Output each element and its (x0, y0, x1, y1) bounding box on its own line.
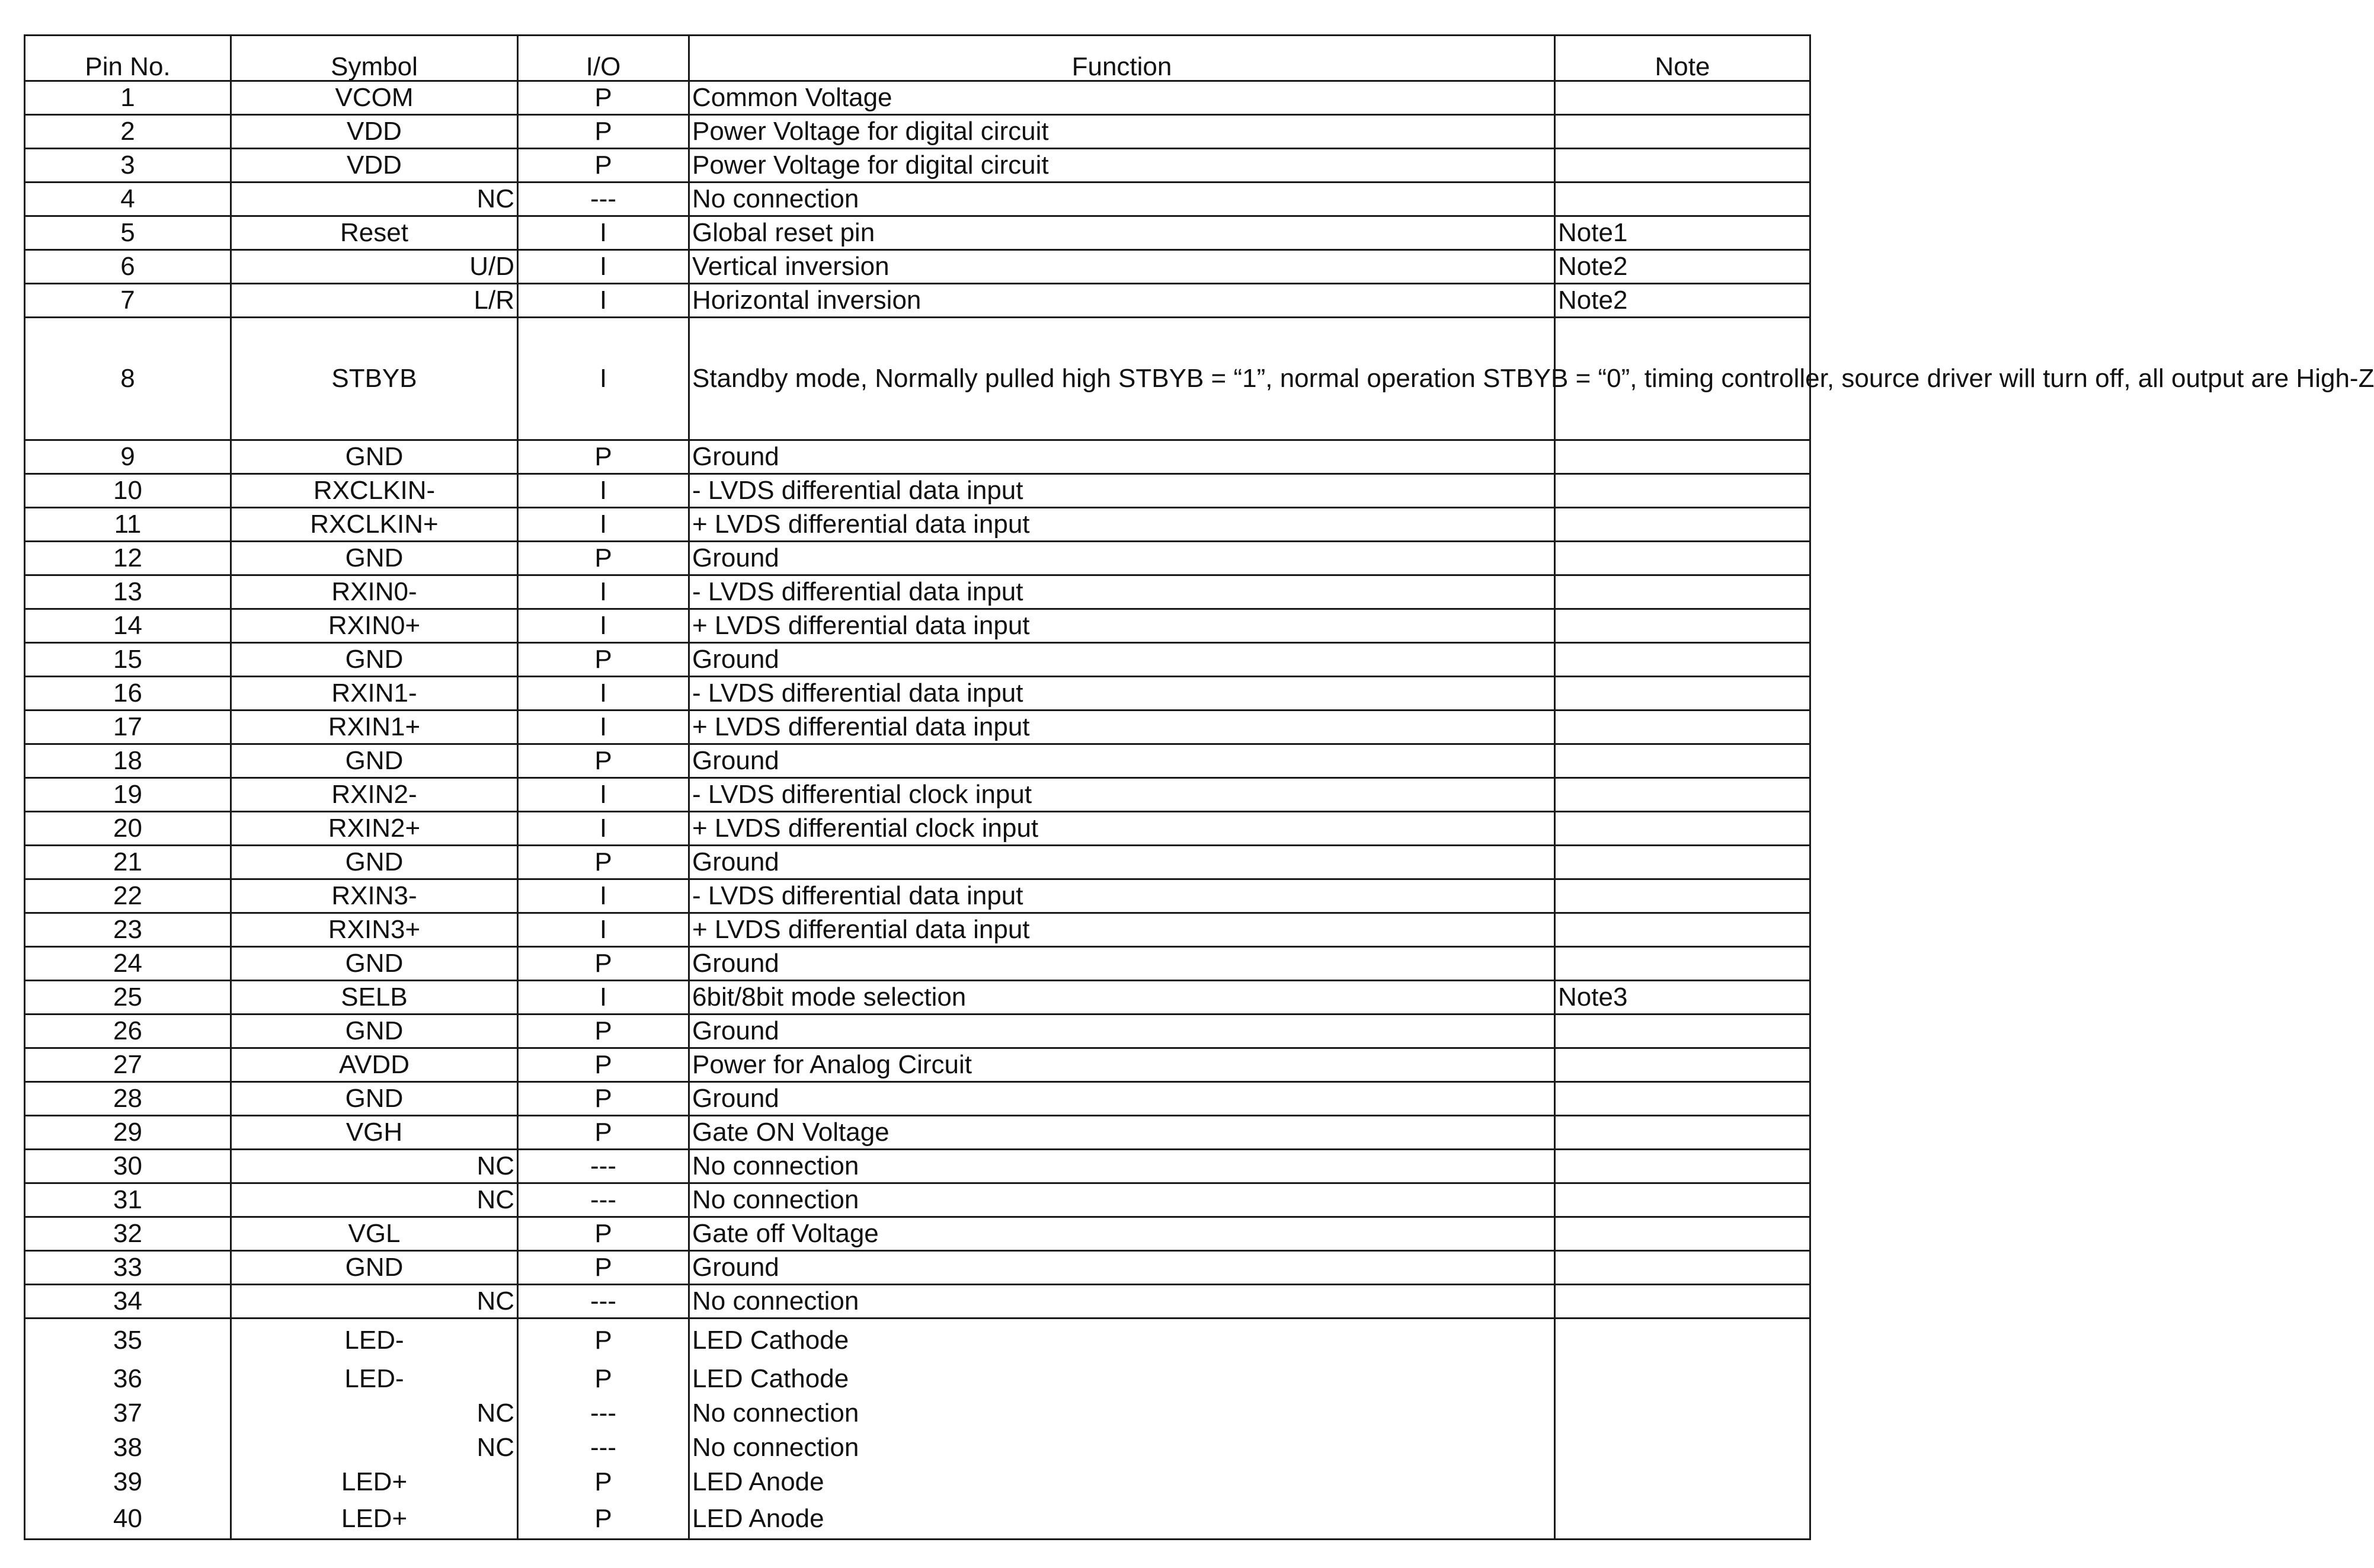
pin-number-cell: 10 (25, 474, 231, 508)
note-cell (1555, 1048, 1810, 1082)
table-body-backlight (25, 1319, 1810, 1540)
pin-number-cell: 23 (25, 913, 231, 947)
io-type-cell: I (518, 812, 689, 846)
function-cell: Ground (689, 947, 1555, 981)
note-cell (1555, 115, 1810, 149)
table-row (25, 778, 1810, 812)
function-cell: Ground (689, 1082, 1555, 1116)
pin-number-cell: 1 (25, 81, 231, 115)
symbol-cell: GND (231, 440, 518, 474)
io-type-cell: P (518, 1217, 689, 1251)
symbol-cell: RXIN0+ (231, 609, 518, 643)
table-row (25, 744, 1810, 778)
symbol-cell: VGH (231, 1116, 518, 1150)
function-cell: LED Cathode (689, 1362, 1555, 1396)
function-cell: Standby mode, Normally pulled high STBYB = “1”, normal operation STBYB = “0”, timing controller, source driver will turn off, all output are High-Z (689, 318, 1555, 440)
table-row (25, 508, 1810, 542)
function-cell: Power Voltage for digital circuit (689, 149, 1555, 183)
header-pin-no: Pin No. (25, 36, 231, 81)
pin-number-cell: 11 (25, 508, 231, 542)
io-type-cell: --- (518, 1150, 689, 1183)
io-type-cell: P (518, 1499, 689, 1540)
table-row (25, 216, 1810, 250)
note-cell (1555, 1465, 1810, 1499)
io-type-cell: P (518, 1082, 689, 1116)
function-cell: Ground (689, 1251, 1555, 1285)
function-cell: Vertical inversion (689, 250, 1555, 284)
function-cell: - LVDS differential data input (689, 474, 1555, 508)
pin-number-cell: 21 (25, 846, 231, 879)
io-type-cell: I (518, 318, 689, 440)
symbol-cell: GND (231, 542, 518, 575)
table-row (25, 1499, 1810, 1540)
symbol-cell: U/D (231, 250, 518, 284)
function-cell: Horizontal inversion (689, 284, 1555, 318)
table-row (25, 913, 1810, 947)
table-row (25, 1082, 1810, 1116)
pin-number-cell: 39 (25, 1465, 231, 1499)
symbol-cell: RXIN2+ (231, 812, 518, 846)
io-type-cell: I (518, 474, 689, 508)
note-cell (1555, 81, 1810, 115)
symbol-cell: VDD (231, 115, 518, 149)
table-row (25, 1150, 1810, 1183)
io-type-cell: I (518, 677, 689, 711)
note-cell (1555, 1431, 1810, 1465)
io-type-cell: --- (518, 1431, 689, 1465)
function-cell: Ground (689, 542, 1555, 575)
symbol-cell: NC (231, 1431, 518, 1465)
table-row (25, 879, 1810, 913)
function-cell: LED Anode (689, 1465, 1555, 1499)
io-type-cell: P (518, 1048, 689, 1082)
io-type-cell: P (518, 440, 689, 474)
io-type-cell: I (518, 778, 689, 812)
pin-number-cell: 5 (25, 216, 231, 250)
pin-number-cell: 18 (25, 744, 231, 778)
io-type-cell: P (518, 1116, 689, 1150)
io-type-cell: I (518, 216, 689, 250)
table-row (25, 1362, 1810, 1396)
note-cell (1555, 677, 1810, 711)
pin-number-cell: 36 (25, 1362, 231, 1396)
pin-number-cell: 31 (25, 1183, 231, 1217)
function-cell: Ground (689, 744, 1555, 778)
table-row (25, 1116, 1810, 1150)
symbol-cell: NC (231, 1285, 518, 1319)
symbol-cell: RXIN0- (231, 575, 518, 609)
io-type-cell: P (518, 1362, 689, 1396)
function-cell: Gate off Voltage (689, 1217, 1555, 1251)
pin-number-cell: 19 (25, 778, 231, 812)
symbol-cell: VDD (231, 149, 518, 183)
symbol-cell: NC (231, 1396, 518, 1431)
pin-number-cell: 20 (25, 812, 231, 846)
io-type-cell: --- (518, 1285, 689, 1319)
io-type-cell: I (518, 250, 689, 284)
function-cell: Power for Analog Circuit (689, 1048, 1555, 1082)
header-function: Function (689, 36, 1555, 81)
note-cell (1555, 183, 1810, 216)
note-cell: Note2 (1555, 250, 1810, 284)
pin-number-cell: 37 (25, 1396, 231, 1431)
note-cell (1555, 149, 1810, 183)
io-type-cell: I (518, 609, 689, 643)
io-type-cell: I (518, 981, 689, 1015)
note-cell (1555, 846, 1810, 879)
table-row (25, 981, 1810, 1015)
note-cell (1555, 947, 1810, 981)
note-cell (1555, 542, 1810, 575)
symbol-cell: GND (231, 947, 518, 981)
note-cell (1555, 643, 1810, 677)
pin-number-cell: 25 (25, 981, 231, 1015)
table-row (25, 250, 1810, 284)
note-cell (1555, 1319, 1810, 1362)
symbol-cell: GND (231, 643, 518, 677)
function-cell: Gate ON Voltage (689, 1116, 1555, 1150)
symbol-cell: RXIN3- (231, 879, 518, 913)
table-row (25, 1285, 1810, 1319)
io-type-cell: --- (518, 1183, 689, 1217)
table-row (25, 149, 1810, 183)
note-cell (1555, 1251, 1810, 1285)
symbol-cell: GND (231, 1015, 518, 1048)
io-type-cell: P (518, 115, 689, 149)
table-header-row (25, 36, 1810, 81)
io-type-cell: P (518, 1465, 689, 1499)
function-cell: + LVDS differential data input (689, 913, 1555, 947)
note-cell (1555, 508, 1810, 542)
function-cell: Common Voltage (689, 81, 1555, 115)
table-row (25, 1431, 1810, 1465)
function-cell: Power Voltage for digital circuit (689, 115, 1555, 149)
note-cell (1555, 440, 1810, 474)
function-cell: + LVDS differential data input (689, 711, 1555, 744)
io-type-cell: P (518, 542, 689, 575)
symbol-cell: RXCLKIN+ (231, 508, 518, 542)
table-row (25, 474, 1810, 508)
table-row (25, 711, 1810, 744)
io-type-cell: I (518, 913, 689, 947)
io-type-cell: I (518, 879, 689, 913)
pin-number-cell: 34 (25, 1285, 231, 1319)
note-cell (1555, 1150, 1810, 1183)
io-type-cell: P (518, 1251, 689, 1285)
symbol-cell: L/R (231, 284, 518, 318)
note-cell (1555, 711, 1810, 744)
function-cell: - LVDS differential clock input (689, 778, 1555, 812)
symbol-cell: Reset (231, 216, 518, 250)
table-row (25, 1183, 1810, 1217)
table-row (25, 575, 1810, 609)
pin-number-cell: 29 (25, 1116, 231, 1150)
pin-number-cell: 24 (25, 947, 231, 981)
symbol-cell: LED- (231, 1362, 518, 1396)
function-cell: Ground (689, 440, 1555, 474)
table-row (25, 677, 1810, 711)
io-type-cell: P (518, 81, 689, 115)
note-cell (1555, 1285, 1810, 1319)
function-cell: No connection (689, 1183, 1555, 1217)
pin-number-cell: 35 (25, 1319, 231, 1362)
note-cell (1555, 1499, 1810, 1540)
table-row (25, 609, 1810, 643)
pin-number-cell: 6 (25, 250, 231, 284)
pin-number-cell: 2 (25, 115, 231, 149)
symbol-cell: NC (231, 1183, 518, 1217)
pin-number-cell: 17 (25, 711, 231, 744)
symbol-cell: GND (231, 1082, 518, 1116)
symbol-cell: NC (231, 1150, 518, 1183)
pin-number-cell: 15 (25, 643, 231, 677)
pin-number-cell: 13 (25, 575, 231, 609)
pin-number-cell: 27 (25, 1048, 231, 1082)
table-row (25, 1217, 1810, 1251)
pin-number-cell: 38 (25, 1431, 231, 1465)
note-cell: Note1 (1555, 216, 1810, 250)
note-cell (1555, 474, 1810, 508)
symbol-cell: RXIN1+ (231, 711, 518, 744)
symbol-cell: LED+ (231, 1465, 518, 1499)
note-cell (1555, 812, 1810, 846)
io-type-cell: P (518, 744, 689, 778)
note-cell (1555, 1183, 1810, 1217)
io-type-cell: I (518, 575, 689, 609)
table-row (25, 846, 1810, 879)
symbol-cell: STBYB (231, 318, 518, 440)
function-cell: Ground (689, 643, 1555, 677)
note-cell: Note3 (1555, 981, 1810, 1015)
symbol-cell: LED+ (231, 1499, 518, 1540)
function-cell: + LVDS differential clock input (689, 812, 1555, 846)
symbol-cell: LED- (231, 1319, 518, 1362)
note-cell (1555, 1362, 1810, 1396)
table-row (25, 812, 1810, 846)
pin-number-cell: 22 (25, 879, 231, 913)
symbol-cell: GND (231, 744, 518, 778)
function-cell: + LVDS differential data input (689, 609, 1555, 643)
function-cell: + LVDS differential data input (689, 508, 1555, 542)
io-type-cell: I (518, 711, 689, 744)
function-cell: No connection (689, 183, 1555, 216)
symbol-cell: GND (231, 846, 518, 879)
pin-assignment-table (24, 34, 2374, 1540)
io-type-cell: P (518, 947, 689, 981)
note-cell (1555, 1015, 1810, 1048)
pin-number-cell: 33 (25, 1251, 231, 1285)
symbol-cell: SELB (231, 981, 518, 1015)
note-cell (1555, 1082, 1810, 1116)
table-row (25, 1396, 1810, 1431)
pin-number-cell: 26 (25, 1015, 231, 1048)
io-type-cell: I (518, 284, 689, 318)
table-row (25, 1465, 1810, 1499)
pin-number-cell: 14 (25, 609, 231, 643)
note-cell (1555, 913, 1810, 947)
symbol-cell: VGL (231, 1217, 518, 1251)
symbol-cell: VCOM (231, 81, 518, 115)
function-cell: Ground (689, 1015, 1555, 1048)
io-type-cell: P (518, 1319, 689, 1362)
function-cell: No connection (689, 1431, 1555, 1465)
pin-number-cell: 16 (25, 677, 231, 711)
table-row (25, 115, 1810, 149)
pin-number-cell: 12 (25, 542, 231, 575)
function-cell: 6bit/8bit mode selection (689, 981, 1555, 1015)
symbol-cell: RXCLKIN- (231, 474, 518, 508)
table-row (25, 542, 1810, 575)
pin-number-cell: 30 (25, 1150, 231, 1183)
function-cell: LED Anode (689, 1499, 1555, 1540)
table-row (25, 440, 1810, 474)
table-row (25, 284, 1810, 318)
pin-number-cell: 7 (25, 284, 231, 318)
note-cell (1555, 1217, 1810, 1251)
io-type-cell: --- (518, 1396, 689, 1431)
note-cell (1555, 879, 1810, 913)
function-cell: Ground (689, 846, 1555, 879)
table-row (25, 1015, 1810, 1048)
pin-number-cell: 40 (25, 1499, 231, 1540)
table-row (25, 81, 1810, 115)
function-cell: No connection (689, 1150, 1555, 1183)
table-body (25, 81, 2374, 1319)
header-symbol: Symbol (231, 36, 518, 81)
note-cell (1555, 778, 1810, 812)
symbol-cell: GND (231, 1251, 518, 1285)
pin-number-cell: 32 (25, 1217, 231, 1251)
io-type-cell: I (518, 508, 689, 542)
io-type-cell: P (518, 149, 689, 183)
pin-number-cell: 9 (25, 440, 231, 474)
note-cell (1555, 609, 1810, 643)
io-type-cell: P (518, 846, 689, 879)
function-cell: No connection (689, 1285, 1555, 1319)
note-cell: Note2 (1555, 284, 1810, 318)
symbol-cell: RXIN2- (231, 778, 518, 812)
pin-number-cell: 28 (25, 1082, 231, 1116)
note-cell (1555, 1116, 1810, 1150)
header-io: I/O (518, 36, 689, 81)
table-row (25, 1319, 1810, 1362)
pin-number-cell: 8 (25, 318, 231, 440)
note-cell (1555, 575, 1810, 609)
symbol-cell: RXIN3+ (231, 913, 518, 947)
note-cell (1555, 1396, 1810, 1431)
symbol-cell: NC (231, 183, 518, 216)
header-note: Note (1555, 36, 1810, 81)
table-row (25, 947, 1810, 981)
function-cell: No connection (689, 1396, 1555, 1431)
function-cell: LED Cathode (689, 1319, 1555, 1362)
function-cell: - LVDS differential data input (689, 879, 1555, 913)
symbol-cell: AVDD (231, 1048, 518, 1082)
function-cell: - LVDS differential data input (689, 575, 1555, 609)
note-cell (1555, 744, 1810, 778)
table-row (25, 183, 1810, 216)
table-row (25, 1048, 1810, 1082)
symbol-cell: RXIN1- (231, 677, 518, 711)
io-type-cell: P (518, 643, 689, 677)
io-type-cell: P (518, 1015, 689, 1048)
function-cell: Global reset pin (689, 216, 1555, 250)
io-type-cell: --- (518, 183, 689, 216)
table-row (25, 643, 1810, 677)
function-cell: - LVDS differential data input (689, 677, 1555, 711)
table-row (25, 1251, 1810, 1285)
pin-number-cell: 4 (25, 183, 231, 216)
table-row (25, 318, 1810, 440)
pin-number-cell: 3 (25, 149, 231, 183)
